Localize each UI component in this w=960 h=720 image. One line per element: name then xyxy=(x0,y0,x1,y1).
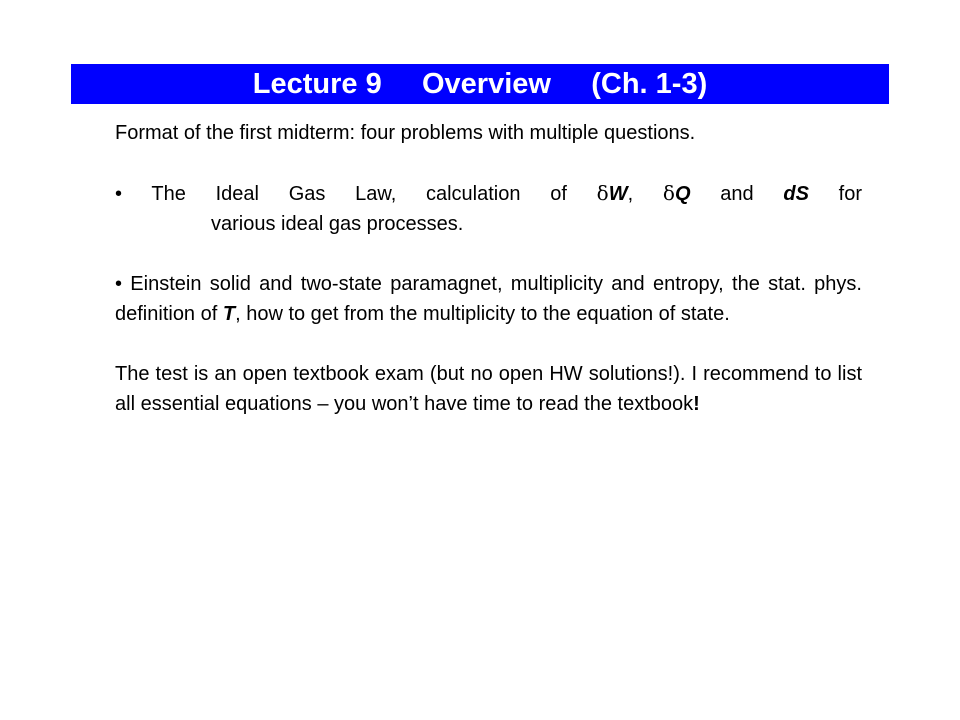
entropy-variable: dS xyxy=(783,183,809,205)
spacer xyxy=(115,329,862,359)
midterm-format-text: Format of the first midterm: four problems with multiple questions. xyxy=(115,122,696,144)
bullet-ideal-gas-text: • The Ideal Gas Law, calculation of xyxy=(115,183,597,205)
temperature-variable: T xyxy=(222,303,236,325)
bullet-ideal-gas xyxy=(115,178,862,239)
spacer xyxy=(115,239,862,269)
bullet-einstein-tail: , how to get from the multiplicity to the equation of state. xyxy=(235,303,730,325)
closing-text: The test is an open textbook exam (but no open HW solutions!). I recommend to list all essential equations – you won’t have time to read the textbook xyxy=(115,363,862,415)
bullet-ideal-gas-line1 xyxy=(115,178,862,209)
bullet-einstein-text: • Einstein solid and two-state paramagnet, multiplicity and entropy, the stat. phys. definition of xyxy=(115,273,862,325)
bullet-einstein-solid xyxy=(115,269,862,329)
bullet-ideal-gas-line2: various ideal gas processes. xyxy=(211,213,464,235)
delta-symbol: δ xyxy=(596,181,609,205)
work-variable: W xyxy=(608,183,628,205)
slide-title: Lecture 9 Overview (Ch. 1-3) xyxy=(71,64,889,104)
spacer xyxy=(115,148,862,178)
delta-symbol: δ xyxy=(662,181,675,205)
bullet-ideal-gas-tail: for xyxy=(808,183,863,205)
conjunction-text: and xyxy=(690,183,784,205)
closing-note xyxy=(115,359,862,419)
separator-text: , xyxy=(627,183,663,205)
heat-variable: Q xyxy=(674,183,691,205)
closing-exclamation: ! xyxy=(693,393,700,415)
slide-body xyxy=(115,118,862,419)
